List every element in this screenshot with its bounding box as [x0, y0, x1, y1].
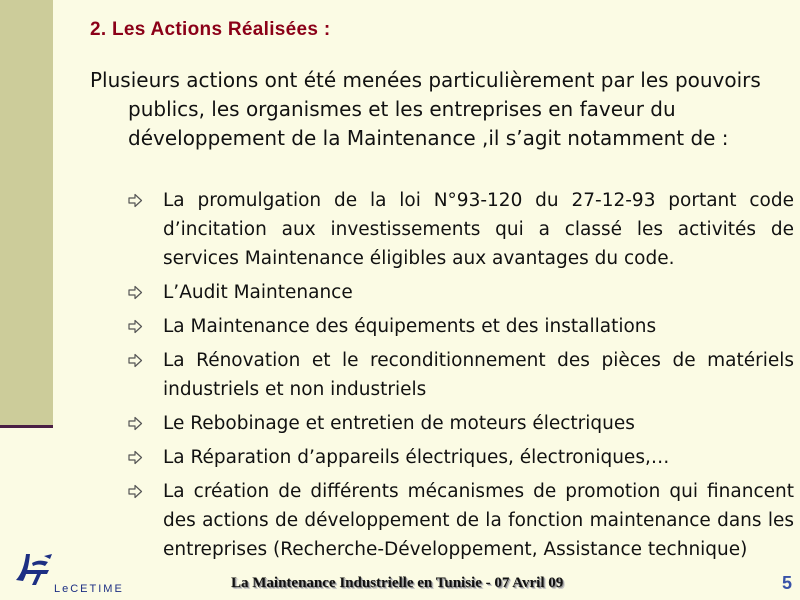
- hollow-right-arrow-icon: [128, 484, 143, 499]
- footer-caption: La Maintenance Industrielle en Tunisie - 07 Avril 09: [231, 575, 564, 591]
- bullet-item-7: [128, 477, 794, 564]
- bullet-text: La Rénovation et le reconditionnement des pièces de matériels industriels et non industriels: [163, 350, 794, 400]
- bullet-item-4: [128, 346, 794, 404]
- bullet-text: La création de différents mécanismes de promotion qui financent des actions de développement de la fonction maintenance dans les entreprises (Recherche-Développement, Assistance technique): [163, 481, 794, 560]
- hollow-right-arrow-icon: [128, 285, 143, 300]
- bullet-text: La promulgation de la loi N°93-120 du 27-12-93 portant code d’incitation aux investissements qui a classé les activités de services Maintenance éligibles aux avantages du code.: [163, 190, 794, 269]
- hollow-right-arrow-icon: [128, 193, 143, 208]
- bullet-item-3: [128, 312, 794, 341]
- bullet-text: Le Rebobinage et entretien de moteurs électriques: [163, 413, 635, 434]
- intro-text: Plusieurs actions ont été menées particulièrement par les pouvoirs publics, les organismes et les entreprises en faveur du développement de la Maintenance ,il s’agit notamment de :: [90, 68, 761, 150]
- bullet-text: L’Audit Maintenance: [163, 282, 353, 303]
- hollow-right-arrow-icon: [128, 319, 143, 334]
- bullet-item-1: [128, 186, 794, 273]
- bullet-item-5: [128, 409, 794, 438]
- hollow-right-arrow-icon: [128, 450, 143, 465]
- bullet-text: La Maintenance des équipements et des installations: [163, 316, 657, 337]
- hollow-right-arrow-icon: [128, 416, 143, 431]
- cetime-logo-icon: [14, 550, 54, 586]
- bullet-item-2: [128, 278, 794, 307]
- bullet-text: La Réparation d’appareils électriques, électroniques,…: [163, 447, 670, 468]
- action-bullet-list: [128, 186, 794, 569]
- left-decorative-bar: [0, 0, 53, 425]
- page-number: 5: [781, 573, 792, 593]
- logo-wordmark: LeCETIME: [54, 583, 124, 595]
- slide-title: 2. Les Actions Réalisées :: [90, 19, 331, 40]
- hollow-right-arrow-icon: [128, 353, 143, 368]
- left-bar-divider: [0, 425, 53, 428]
- intro-paragraph: [90, 66, 795, 153]
- bullet-item-6: [128, 443, 794, 472]
